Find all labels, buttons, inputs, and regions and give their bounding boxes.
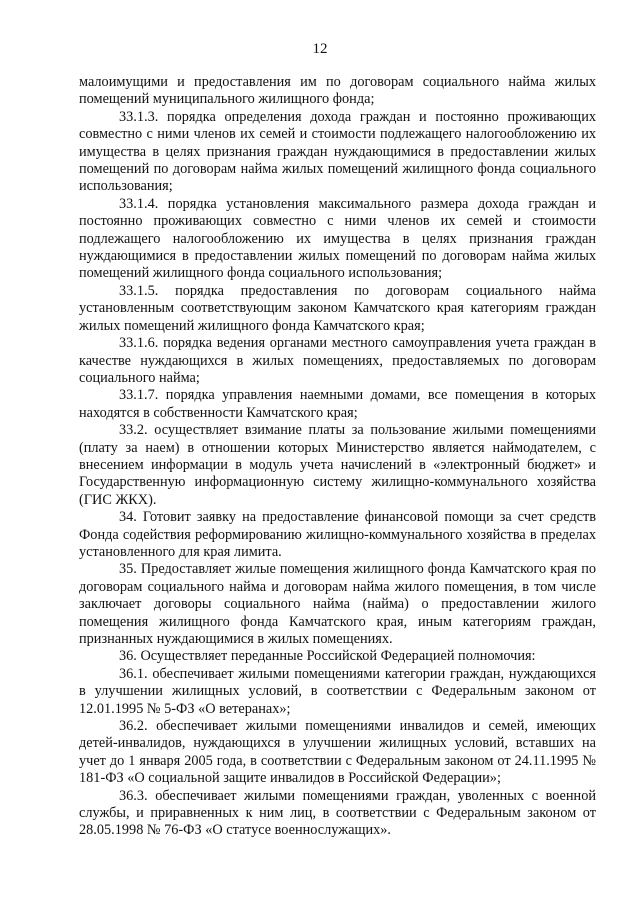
- paragraph-continuation: малоимущими и предоставления им по договорам социального найма жилых помещений муниципального жилищного фонда;: [79, 74, 596, 108]
- page-number: 12: [312, 41, 328, 57]
- paragraph-36: 36. Осуществляет переданные Российской Федерацией полномочия:: [119, 648, 536, 665]
- paragraph-35: 35. Предоставляет жилые помещения жилищного фонда Камчатского края по договорам социального найма и договорам найма жилого помещения, в том числе заключает договоры социального найма (найма) о предоставлении жилого помещения жилищного фонда Камчатского края, иным категориям граждан, признанных нуждающимися в жилых помещениях.: [79, 561, 596, 647]
- document-body: [79, 74, 596, 840]
- paragraph-36-2: 36.2. обеспечивает жилыми помещениями инвалидов и семей, имеющих детей-инвалидов, нуждающихся в улучшении жилищных условий, вставших на учет до 1 января 2005 года, в соответствии с Федеральным законом от 24.11.1995 № 181-ФЗ «О социальной защите инвалидов в Российской Федерации»;: [79, 718, 596, 787]
- paragraph-33-1-7: 33.1.7. порядка управления наемными домами, все помещения в которых находятся в собственности Камчатского края;: [79, 387, 596, 421]
- paragraph-36-3: 36.3. обеспечивает жилыми помещениями граждан, уволенных с военной службы, и приравненных к ним лиц, в соответствии с Федеральным законом от 28.05.1998 № 76-ФЗ «О статусе военнослужащих».: [79, 787, 596, 839]
- paragraph-33-1-4: 33.1.4. порядка установления максимального размера дохода граждан и постоянно проживающих совместно с ними членов их семей и стоимости подлежащего налогообложению их имущества в целях признания граждан нуждающимися в предоставлении жилых помещений по договорам найма жилых помещений жилищного фонда социального использования;: [79, 195, 596, 282]
- paragraph-33-1-3: 33.1.3. порядка определения дохода граждан и постоянно проживающих совместно с ними членов их семей и стоимости подлежащего налогообложению их имущества в целях признания граждан нуждающимися в предоставлении жилых помещений по договорам найма жилых помещений жилищного фонда социального использования;: [79, 108, 596, 195]
- paragraph-33-1-5: 33.1.5. порядка предоставления по договорам социального найма установленным соответствующим законом Камчатского края категориям граждан жилых помещений жилищного фонда Камчатского края;: [79, 282, 596, 334]
- paragraph-34: 34. Готовит заявку на предоставление финансовой помощи за счет средств Фонда содействия реформированию жилищно-коммунального хозяйства в пределах установленного для края лимита.: [79, 509, 596, 560]
- paragraph-36-1: 36.1. обеспечивает жилыми помещениями категории граждан, нуждающихся в улучшении жилищных условий, в соответствии с Федеральным законом от 12.01.1995 № 5-ФЗ «О ветеранах»;: [79, 665, 596, 717]
- paragraph-33-2: 33.2. осуществляет взимание платы за пользование жилыми помещениями (плату за наем) в отношении которых Министерство является наймодателем, с внесением информации в модуль учета начислений в «электронный бюджет» и Государственную информационную систему жилищно-коммунального хозяйства (ГИС ЖКХ).: [79, 422, 596, 508]
- paragraph-33-1-6: 33.1.6. порядка ведения органами местного самоуправления учета граждан в качестве нуждающихся в жилых помещениях, предоставляемых по договорам социального найма;: [79, 335, 596, 386]
